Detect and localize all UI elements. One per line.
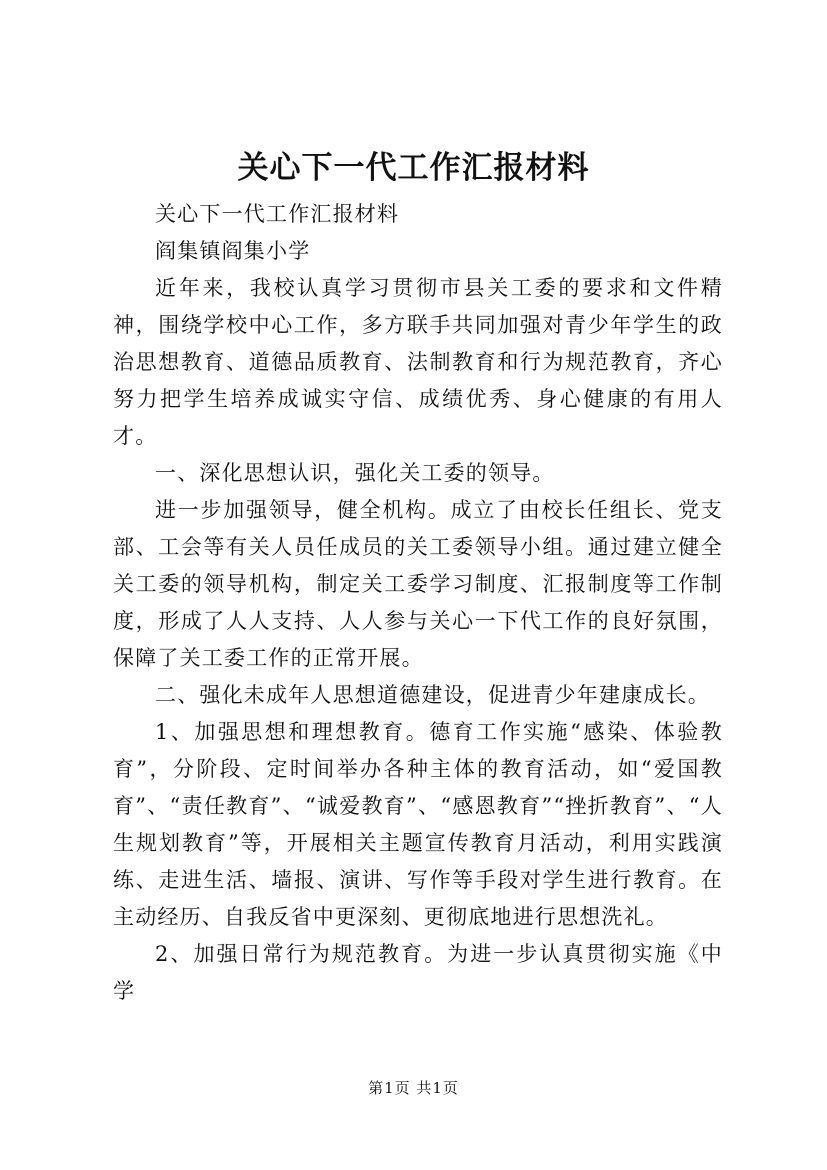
paragraph-section-1: 进一步加强领导，健全机构。成立了由校长任组长、党支部、工会等有关人员任成员的关工委领导小组。通过建立健全关工委的领导机构，制定关工委学习制度、汇报制度等工作制度，形成了人人支持、人人参与关心一下代工作的良好氛围，保障了关工委工作的正常开展。: [113, 498, 723, 670]
document-body: [113, 196, 723, 1010]
paragraph-intro: 近年来，我校认真学习贯彻市县关工委的要求和文件精神，围绕学校中心工作，多方联手共同加强对青少年学生的政治思想教育、道德品质教育、法制教育和行为规范教育，齐心努力把学生培养成诚实守信、成绩优秀、身心健康的有用人才。: [113, 276, 723, 448]
section-heading-1: 一、深化思想认识，强化关工委的领导。: [155, 461, 555, 485]
document-title: 关心下一代工作汇报材料: [237, 150, 590, 186]
paragraph-school-name: 阎集镇阎集小学: [155, 239, 311, 263]
paragraph-subtitle: 关心下一代工作汇报材料: [155, 202, 400, 226]
section-heading-2: 二、强化未成年人思想道德建设，促进青少年建康成长。: [155, 683, 710, 707]
page-number-footer: 第1页 共1页: [368, 1079, 459, 1097]
paragraph-item-2: 2、加强日常行为规范教育。为进一步认真贯彻实施《中学: [113, 942, 723, 1003]
paragraph-item-1: 1、加强思想和理想教育。德育工作实施“感染、体验教育”，分阶段、定时间举办各种主体的教育活动，如“爱国教育”、“责任教育”、“诚爱教育”、“感恩教育”“挫折教育”、“人生规划教育”等，开展相关主题宣传教育月活动，利用实践演练、走进生活、墙报、演讲、写作等手段对学生进行教育。在主动经历、自我反省中更深刻、更彻底地进行思想洗礼。: [113, 720, 723, 929]
